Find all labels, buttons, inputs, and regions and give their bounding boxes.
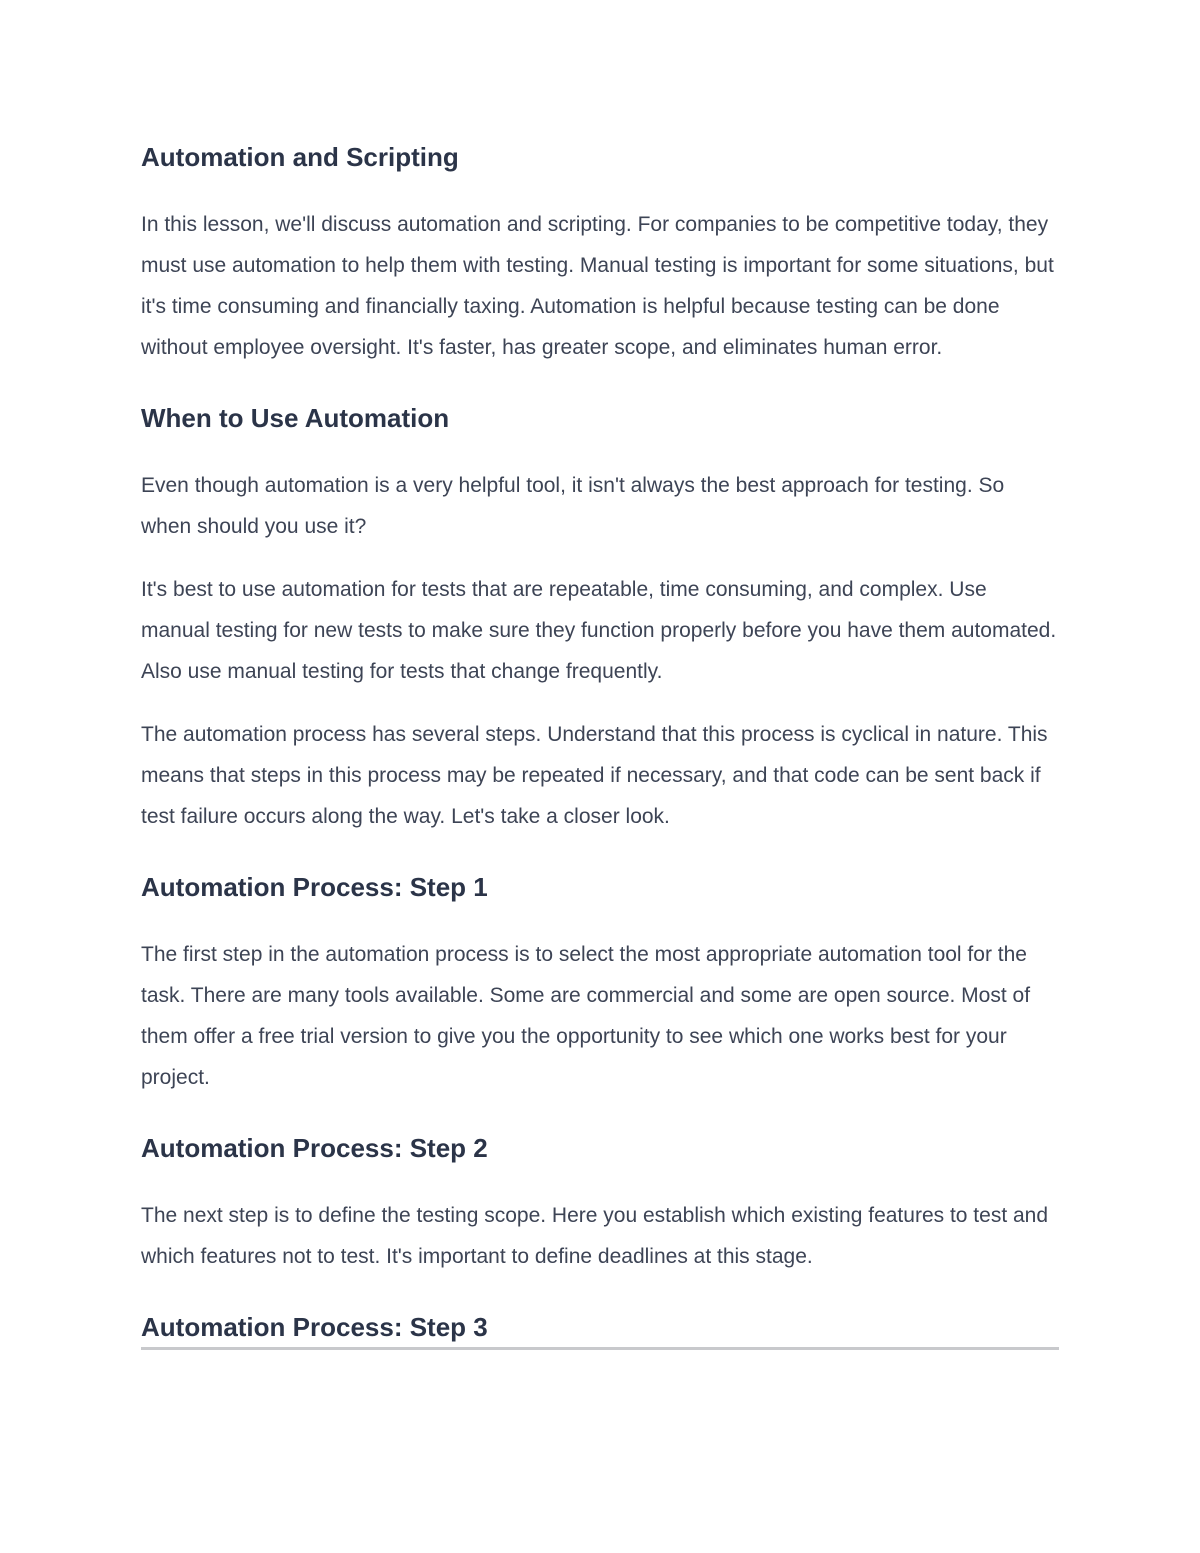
document-page xyxy=(141,140,1059,1350)
section-heading-step-3: Automation Process: Step 3 xyxy=(141,1312,488,1342)
section-heading-step-1: Automation Process: Step 1 xyxy=(141,872,488,902)
paragraph-step-2: The next step is to define the testing scope. Here you establish which existing features to test and which features not to test. It's important to define deadlines at this stage. xyxy=(141,1204,1049,1268)
section-heading-automation-and-scripting: Automation and Scripting xyxy=(141,142,459,172)
paragraph-when-to-use-2: It's best to use automation for tests that are repeatable, time consuming, and complex. Use manual testing for new tests to make sure they function properly before you have them automated. Also use manual testing for tests that change frequently. xyxy=(141,578,1057,683)
paragraph-intro: In this lesson, we'll discuss automation and scripting. For companies to be competitive today, they must use automation to help them with testing. Manual testing is important for some situations, but it's time consuming and financially taxing. Automation is helpful because testing can be done without employee oversight. It's faster, has greater scope, and eliminates human error. xyxy=(141,213,1054,359)
page-cut-divider xyxy=(141,1347,1059,1350)
section-heading-when-to-use-automation: When to Use Automation xyxy=(141,403,450,433)
section-heading-step-2: Automation Process: Step 2 xyxy=(141,1133,488,1163)
paragraph-when-to-use-1: Even though automation is a very helpful tool, it isn't always the best approach for testing. So when should you use it? xyxy=(141,474,1005,538)
paragraph-step-1: The first step in the automation process is to select the most appropriate automation tool for the task. There are many tools available. Some are commercial and some are open source. Most of them offer a free trial version to give you the opportunity to see which one works best for your project. xyxy=(141,943,1031,1089)
paragraph-when-to-use-3: The automation process has several steps. Understand that this process is cyclical in nature. This means that steps in this process may be repeated if necessary, and that code can be sent back if test failure occurs along the way. Let's take a closer look. xyxy=(141,723,1048,828)
